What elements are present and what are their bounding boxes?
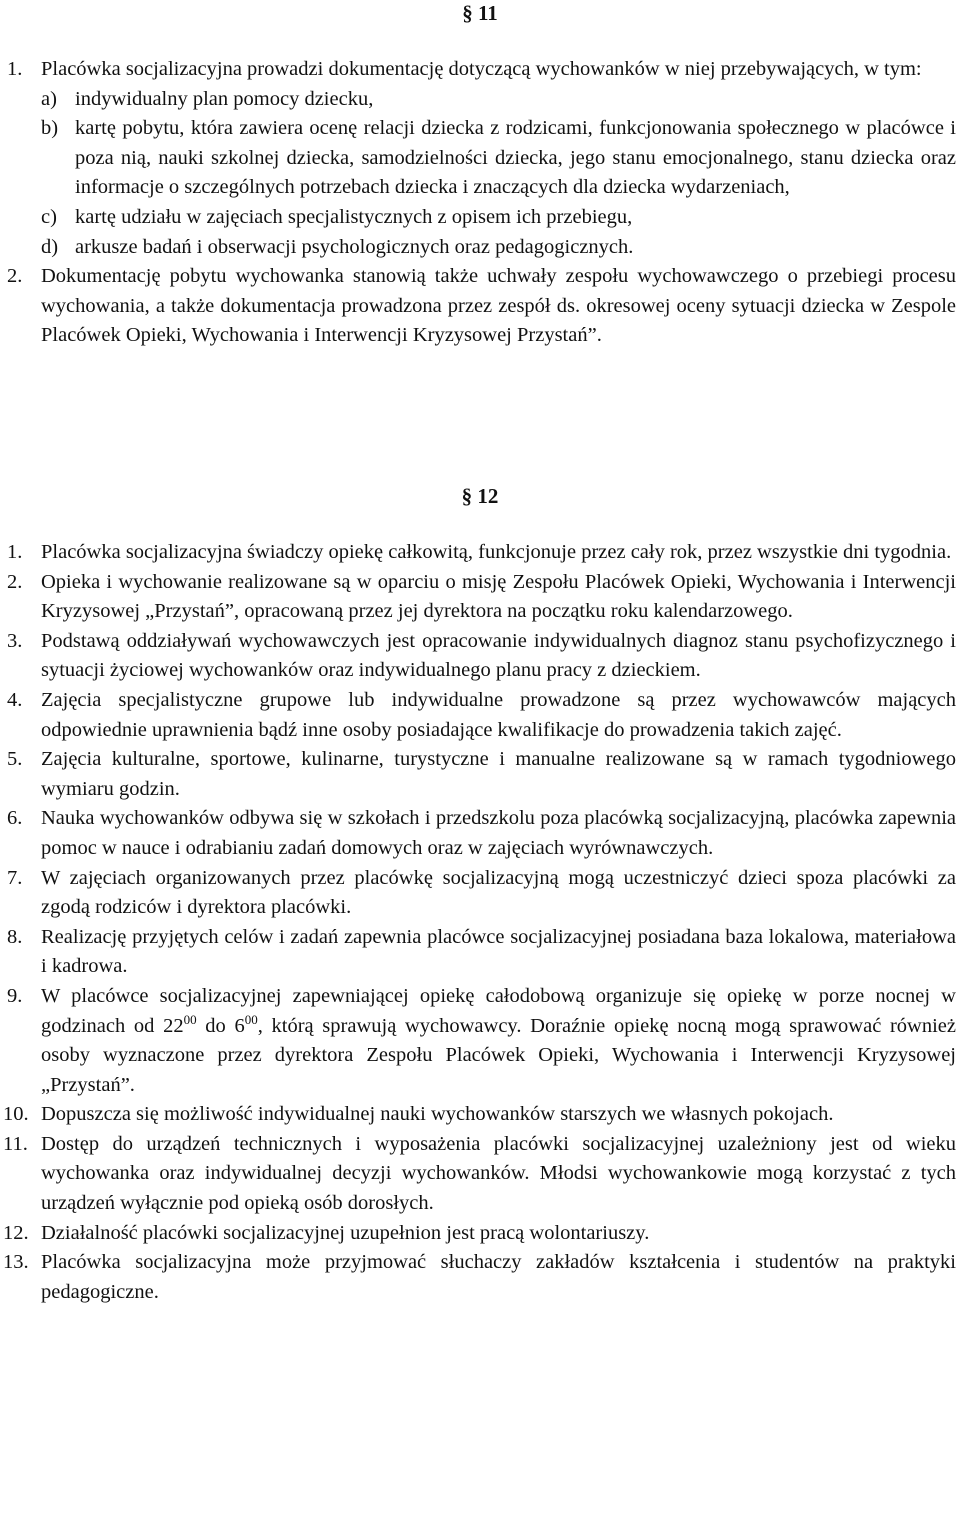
list-item xyxy=(0,745,960,804)
item-number: 6. xyxy=(7,807,23,830)
item-number: 11. xyxy=(3,1132,28,1155)
item-text: Zajęcia kulturalne, sportowe, kulinarne, turystyczne i manualne realizowane są w ramach tygodniowego wymiaru godzin. xyxy=(41,748,956,800)
item-number: 1. xyxy=(7,541,23,563)
superscript-minutes: 00 xyxy=(183,1011,197,1027)
item-text: Zajęcia specjalistyczne grupowe lub indywidualne prowadzone są przez wychowawców mających odpowiednie uprawnienia bądź inne osoby posiadające kwalifikacje do prowadzenia takich zajęć. xyxy=(41,688,956,741)
section-12-list xyxy=(0,538,960,1307)
sub-item-text: kartę udziału w zajęciach specjalistycznych z opisem ich przebiegu, xyxy=(75,205,633,228)
list-item xyxy=(0,627,960,686)
item-text: Realizację przyjętych celów i zadań zapewnia placówce socjalizacyjnej posiadana baza lokalowa, materiałowa i kadrowa. xyxy=(41,925,956,978)
item-text-part: do 6 xyxy=(196,1014,245,1037)
item-number: 7. xyxy=(7,866,23,889)
sub-item xyxy=(0,114,960,203)
item-text: Dokumentację pobytu wychowanka stanowią także uchwały zespołu wychowawczego o przebiegi procesu wychowania, a także dokumentacja prowadzona przez zespół ds. okresowej oceny sytuacji dziecka w Zespole Placówek Opieki, Wychowania i Interwencji Kryzysowej Przystań”. xyxy=(41,265,956,347)
section-heading-12: § 12 xyxy=(461,484,499,508)
item-text: Dopuszcza się możliwość indywidualnej nauki wychowanków starszych we własnych pokojach. xyxy=(41,1103,834,1126)
item-text: Dostęp do urządzeń technicznych i wyposażenia placówki socjalizacyjnej uzależniony jest od wieku wychowanka oraz indywidualnej decyzji wychowanków. Młodsi wychowankowie mogą korzystać z tych urządzeń wyłącznie pod opieką osób dorosłych. xyxy=(41,1132,956,1215)
sub-item-letter: c) xyxy=(41,205,57,228)
item-number: 13. xyxy=(3,1251,29,1274)
item-number: 2. xyxy=(7,570,23,593)
item-text: Placówka socjalizacyjna świadczy opiekę całkowitą, funkcjonuje przez cały rok, przez wszystkie dni tygodnia. xyxy=(41,541,952,563)
list-item xyxy=(0,804,960,863)
superscript-minutes: 00 xyxy=(244,1011,258,1027)
list-item xyxy=(0,262,960,351)
section-11-list xyxy=(0,55,960,351)
item-text: Działalność placówki socjalizacyjnej uzupełnion jest pracą wolontariuszy. xyxy=(41,1221,650,1244)
list-item xyxy=(0,55,960,85)
item-text: Placówka socjalizacyjna może przyjmować słuchaczy zakładów kształcenia i studentów na praktyki pedagogiczne. xyxy=(41,1251,956,1303)
item-number: 12. xyxy=(3,1221,29,1244)
item-number: 2. xyxy=(7,265,23,288)
list-item xyxy=(0,1219,960,1249)
item-text: Podstawą oddziaływań wychowawczych jest opracowanie indywidualnych diagnoz stanu psychofizycznego i sytuacji życiowej wychowanków oraz indywidualnego planu pracy z dzieckiem. xyxy=(41,629,956,682)
list-item xyxy=(0,1130,960,1219)
sub-item xyxy=(0,203,960,233)
list-item xyxy=(0,982,960,1100)
item-text: Nauka wychowanków odbywa się w szkołach i przedszkolu poza placówką socjalizacyjną, placówka zapewnia pomoc w nauce i odrabianiu zadań domowych oraz w zajęciach wyrównawczych. xyxy=(41,807,956,859)
item-text: Placówka socjalizacyjna prowadzi dokumentację dotyczącą wychowanków w niej przebywających, w tym: xyxy=(41,58,922,80)
sub-item-letter: b) xyxy=(41,117,59,140)
item-number: 5. xyxy=(7,748,23,771)
item-number: 1. xyxy=(7,58,23,80)
sub-item-text: kartę pobytu, która zawiera ocenę relacji dziecka z rodzicami, funkcjonowania społecznego w placówce i poza nią, nauki szkolnej dziecka, samodzielności dziecka, jego stanu emocjonalnego, stanu dziecka oraz informacje o szczególnych potrzebach dziecka i znaczących dla dziecka wydarzeniach, xyxy=(75,117,956,199)
item-text-part: , którą sprawują wychowawcy. Doraźnie opiekę nocną mogą sprawować również osoby wyznaczone przez dyrektora Zespołu Placówek Opieki, Wychowania i Interwencji Kryzysowej „Przystań”. xyxy=(41,1014,957,1096)
section-heading-11: § 11 xyxy=(462,1,498,25)
item-text: W zajęciach organizowanych przez placówkę socjalizacyjną mogą uczestniczyć dzieci spoza placówki za zgodą rodziców i dyrektora placówki. xyxy=(41,866,956,919)
item-number: 3. xyxy=(7,629,23,652)
item-number: 9. xyxy=(7,984,23,1007)
sub-item xyxy=(0,233,960,263)
list-item xyxy=(0,568,960,627)
list-item xyxy=(0,923,960,982)
list-item xyxy=(0,686,960,745)
item-text xyxy=(41,982,960,1100)
item-number: 10. xyxy=(3,1103,29,1126)
item-text: Opieka i wychowanie realizowane są w oparciu o misję Zespołu Placówek Opieki, Wychowania i Interwencji Kryzysowej „Przystań”, opracowaną przez jej dyrektora na początku roku kalendarzowego. xyxy=(41,570,956,623)
sub-item-text: indywidualny plan pomocy dziecku, xyxy=(75,87,374,110)
sub-item-text: arkusze badań i obserwacji psychologicznych oraz pedagogicznych. xyxy=(75,235,634,258)
sub-item-letter: d) xyxy=(41,235,59,258)
list-item xyxy=(0,864,960,923)
list-item xyxy=(0,1100,960,1130)
sub-item xyxy=(0,85,960,115)
sub-item-letter: a) xyxy=(41,87,57,110)
list-item xyxy=(0,1248,960,1307)
list-item xyxy=(0,538,960,568)
item-number: 4. xyxy=(7,688,23,711)
item-number: 8. xyxy=(7,925,23,948)
item-text-part: W placówce socjalizacyjnej zapewniającej opiekę całodobową organizuje się opiekę w porze nocnej w godzinach od 22 xyxy=(41,984,956,1037)
